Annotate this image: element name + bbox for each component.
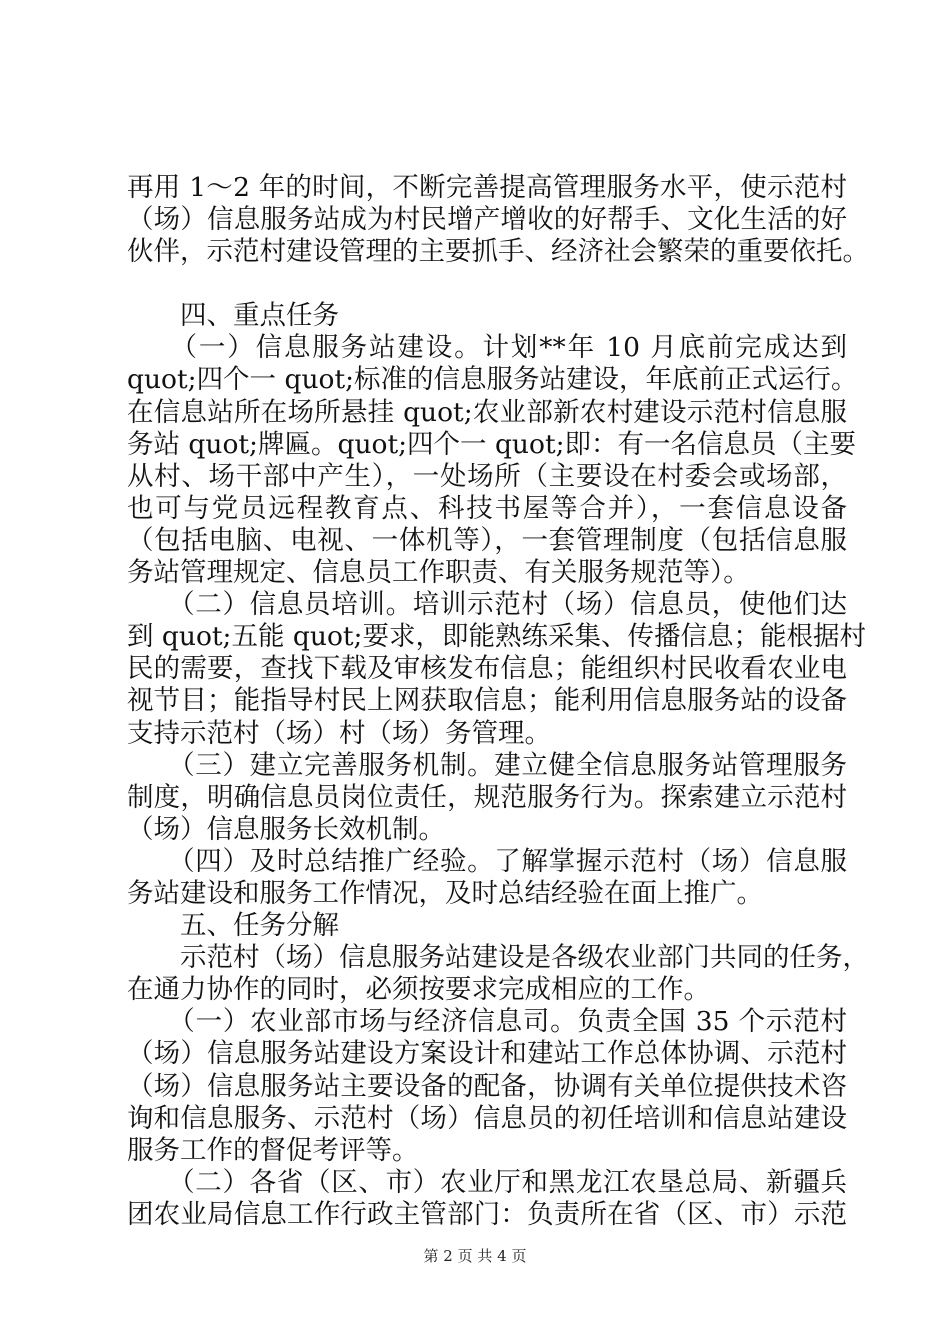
page-number: 第 2 页 共 4 页 bbox=[423, 1247, 527, 1265]
text-line: 务站管理规定、信息员工作职责、有关服务规范等）。 bbox=[127, 557, 750, 589]
text-line: 示范村（场）信息服务站建设是各级农业部门共同的任务， bbox=[127, 942, 869, 974]
text-line: （场）信息服务站主要设备的配备，协调有关单位提供技术咨 bbox=[127, 1070, 847, 1102]
text-line: 支持示范村（场）村（场）务管理。 bbox=[127, 717, 551, 749]
text-line: quot;四个一 quot;标准的信息服务站建设，年底前正式运行。 bbox=[127, 364, 858, 396]
text-line: （二）各省（区、市）农业厅和黑龙江农垦总局、新疆兵 bbox=[127, 1166, 847, 1198]
text-line: （一）信息服务站建设。计划**年 10 月底前完成达到 bbox=[127, 332, 847, 364]
text-line: 再用 1～2 年的时间，不断完善提高管理服务水平，使示范村 bbox=[127, 172, 847, 203]
text-line: （一）农业部市场与经济信息司。负责全国 35 个示范村 bbox=[127, 1006, 847, 1038]
text-line: 到 quot;五能 quot;要求，即能熟练采集、传播信息；能根据村 bbox=[127, 621, 866, 653]
document-body bbox=[127, 172, 869, 1231]
text-line: 在通力协作的同时，必须按要求完成相应的工作。 bbox=[127, 974, 710, 1006]
text-line: 务站 quot;牌匾。quot;四个一 quot;即：有一名信息员（主要 bbox=[127, 428, 857, 460]
text-line: （包括电脑、电视、一体机等），一套管理制度（包括信息服 bbox=[127, 524, 847, 556]
text-line: （场）信息服务站成为村民增产增收的好帮手、文化生活的好 bbox=[127, 204, 847, 236]
section-heading: 五、任务分解 bbox=[127, 910, 339, 942]
text-line: （场）信息服务长效机制。 bbox=[127, 813, 445, 845]
text-line: （三）建立完善服务机制。建立健全信息服务站管理服务 bbox=[127, 749, 847, 781]
text-line: 在信息站所在场所悬挂 quot;农业部新农村建设示范村信息服 bbox=[127, 396, 847, 428]
text-line: （场）信息服务站建设方案设计和建站工作总体协调、示范村 bbox=[127, 1038, 847, 1070]
text-line: （四）及时总结推广经验。了解掌握示范村（场）信息服 bbox=[127, 845, 847, 877]
text-line: （二）信息员培训。培训示范村（场）信息员，使他们达 bbox=[127, 589, 847, 621]
text-line: 从村、场干部中产生），一处场所（主要设在村委会或场部， bbox=[127, 460, 847, 492]
text-line: 制度，明确信息员岗位责任，规范服务行为。探索建立示范村 bbox=[127, 781, 847, 813]
text-line: 服务工作的督促考评等。 bbox=[127, 1134, 419, 1166]
text-line: 团农业局信息工作行政主管部门：负责所在省（区、市）示范 bbox=[127, 1198, 847, 1230]
text-line: 视节目；能指导村民上网获取信息；能利用信息服务站的设备 bbox=[127, 685, 847, 717]
text-line: 务站建设和服务工作情况，及时总结经验在面上推广。 bbox=[127, 877, 763, 909]
text-line: 也可与党员远程教育点、科技书屋等合并），一套信息设备 bbox=[127, 492, 847, 524]
text-line: 伙伴，示范村建设管理的主要抓手、经济社会繁荣的重要依托。 bbox=[127, 236, 869, 268]
text-line: 询和信息服务、示范村（场）信息员的初任培训和信息站建设 bbox=[127, 1102, 847, 1134]
section-heading: 四、重点任务 bbox=[127, 300, 339, 332]
paragraph-gap bbox=[127, 268, 847, 300]
text-line: 民的需要，查找下载及审核发布信息；能组织村民收看农业电 bbox=[127, 653, 847, 685]
